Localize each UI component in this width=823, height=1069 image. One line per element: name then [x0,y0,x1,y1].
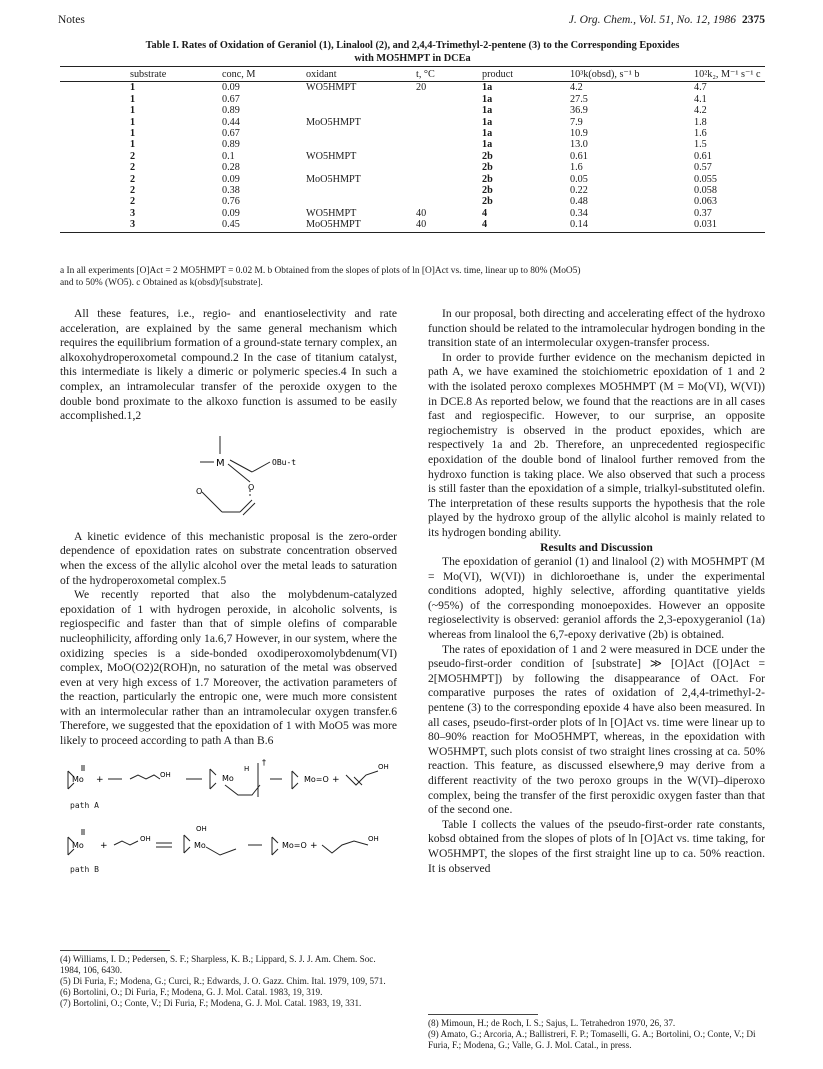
table-cell: 1.6 [694,128,707,140]
paragraph: All these features, i.e., regio- and enantioselectivity and rate acceleration, are explained by the same general mechanism which requires the equilibrium formation of a ground-state ternary complex, an alkoxohydroperoxometal compound.2 In the case of titanium catalyst, this intermediate is likely a dimeric or polymeric species.4 In such a complex, an intramolecular transfer of the peroxide oxygen to the double bond proximate to the alkoxo function is assumed to be easily accomplished.1,2 [60,307,397,423]
table-cell: 0.76 [222,196,240,208]
page-number: 2375 [742,14,765,26]
svg-text:Mo: Mo [222,773,234,783]
table-cell: MoO5HMPT [306,116,361,128]
reference: (7) Bortolini, O.; Conte, V.; Di Furia, F.; Modena, G. J. Mol. Catal. 1983, 19, 331. [60,998,362,1008]
svg-text:OH: OH [378,762,389,771]
table-header-row [60,67,765,82]
footnote-line: and to 50% (WO5). c Obtained as k(obsd)/[substrate]. [60,277,263,288]
left-references [60,950,397,1009]
reference: (4) Williams, I. D.; Pedersen, S. F.; Sharpless, K. B.; Lippard, S. J. J. Am. Chem. Soc. 1984, 106, 6430. [60,954,376,975]
table-cell: MoO5HMPT [306,219,416,232]
table-row [60,117,765,128]
table-cell: 2b [482,173,493,185]
paragraph: A kinetic evidence of this mechanistic proposal is the zero-order dependence of epoxidation rates on substrate concentration observed when the excess of the allylic alcohol over the metal leads to saturation of the hydroperoxometal complex.5 [60,529,397,587]
paragraph: In order to provide further evidence on the mechanism depicted in path A, we have examined the stoichiometric epoxidation of 1 and 2 with the isolated peroxo complexes MO5HMPT (M = Mo(VI), W(VI)) in DCE.8 As reported below, we found that the reactions are in all cases fast and regiospecific. However, to our surprise, an opposite regiochemistry is observed in the product epoxides, which are respectively 1a and 2b. Therefore, an unprecedented regiospecific epoxidation of the double bond of linalool further removed from the hydroxo function is taking place. We also observed that such a process is still faster than the epoxidation of a simple, trialkyl-substituted olefin. The interpretation of these results supports the hypothesis that the role played by the hydroxo group of the allylic alcohol is mainly related to its hydrogen bonding ability. [428,350,765,539]
table-cell: 1a [482,116,493,128]
reference: (5) Di Furia, F.; Modena, G.; Curci, R.; Edwards, J. O. Gazz. Chim. Ital. 1979, 109, 571. [60,976,386,986]
table-cell: 40 [416,219,482,232]
left-column [60,307,397,881]
table-cell: WO5HMPT [306,150,357,162]
table-cell: 1a [482,82,493,94]
table-body [60,82,765,232]
journal-name: J. Org. Chem., Vol. 51, No. 12, 1986 [568,14,736,26]
svg-text:†: † [262,757,266,767]
path-b-drawing [60,819,397,877]
col-header: conc, M [222,67,306,82]
table-row [60,196,765,207]
reference: (9) Amato, G.; Arcoria, A.; Ballistreri, F. P.; Tomaselli, G. A.; Bortolini, O.; Conte, V.; Di Furia, F.; Modena, G.; Valle, G. J. Mol. Catal., in press. [428,1029,756,1050]
table-row [60,162,765,173]
table-cell: 4.7 [694,82,707,94]
paragraph: The epoxidation of geraniol (1) and linalool (2) with MO5HMPT (M = Mo(VI), W(VI)) in dichloroethane is, under the experimental conditions adopted, highly selective, affording quantitative yields (~95%) of the corresponding monoepoxides. However an opposite regioselectivity is observed: geraniol affords the 2,3-epoxygeraniol (1a) whereas from linalool the 6,7-epoxy derivative (2b) is obtained. [428,555,765,642]
table-cell: 1a [482,139,493,151]
table-cell: 0.058 [694,185,717,197]
scheme-path-a [60,755,397,813]
footnote-rule [60,950,170,951]
table-cell: 27.5 [570,93,588,105]
right-references [428,1014,765,1051]
table-cell: 1 [130,105,136,117]
table-cell: 1 [130,116,136,128]
col-header: oxidant [306,67,416,82]
table-cell: 40 [416,207,427,219]
col-header: product [482,67,570,82]
svg-text:Mo: Mo [72,840,84,850]
mechanism-structure [60,432,397,522]
table-cell: 0.89 [222,105,240,117]
table-cell: 0.67 [222,93,240,105]
table-cell: 0.89 [222,139,240,151]
table-cell: 0.67 [222,128,240,140]
table-cell: 0.48 [570,196,588,208]
table-cell [306,105,416,116]
table-cell: 1a [482,105,493,117]
table-row [60,82,765,94]
table-cell: MoO5HMPT [306,173,361,185]
col-header: substrate [60,67,222,82]
svg-text:Mo=O: Mo=O [282,840,307,850]
table-cell: 1 [130,139,136,151]
svg-text:+: + [100,840,108,851]
table-cell: 0.61 [694,150,712,162]
svg-text:OH: OH [368,834,379,843]
table-cell: 2 [130,196,136,208]
col-header: 10²k₂, M⁻¹ s⁻¹ c [694,67,765,82]
table-cell: 4 [482,207,488,219]
table-cell [306,196,416,207]
table-cell [306,128,416,139]
table-cell: 1a [482,93,493,105]
table-cell: 0.09 [222,207,240,219]
footnote-line: a In all experiments [O]Act = 2 MO5HMPT = 0.02 M. b Obtained from the slopes of plots of ln [O]Act vs. time, linear up to 80% (MoO5) [60,266,581,276]
svg-text:O: O [248,482,255,492]
table-cell: 13.0 [570,139,588,151]
svg-text:OH: OH [140,834,151,843]
table-cell: 3 [130,207,136,219]
path-a-drawing [60,755,397,813]
table-cell: 4.2 [694,105,707,117]
table-row [60,185,765,196]
table-cell: WO5HMPT [306,82,357,94]
table-footnotes [60,266,765,289]
paragraph: Table I collects the values of the pseudo-first-order rate constants, kobsd obtained from the slopes of plots of ln [O]Act vs. time taking, for WO5HMPT, the slopes of the first straight line up to ca. 50% reaction. It is observed [428,817,765,875]
paragraph: The rates of epoxidation of 1 and 2 were measured in DCE under the pseudo-first-order condition of [substrate] ≫ [O]Act ([O]Act = 2[MO5HMPT]) by following the disappearance of OAct. For comparative purposes the rates of oxidation of 2,4,4-trimethyl-2-pentene (3) to the corresponding epoxide 4 have also been measured. In all cases, pseudo-first-order plots of ln [O]Act vs. time were linear up to 80–90% reaction for MoO5HMPT, whereas, in the epoxidation with WO5HMPT, such plots consist of two straight lines crossing at ca. 50% reaction. This feature, as discussed elsewhere,9 may derive from a different reactivity of the two peroxo groups in the W(VI)–diperoxo complex, being the transfer of the first peroxidic oxygen faster than that of the second one. [428,642,765,817]
table-cell [416,117,482,128]
table-cell [306,185,416,196]
footnote-rule [428,1014,538,1015]
table-cell: 20 [416,82,427,94]
table-cell: 2b [482,150,493,162]
svg-text:Mo: Mo [194,840,206,850]
table-row [60,128,765,139]
table-cell: 0.34 [570,207,588,219]
table-cell: 1.8 [694,116,707,128]
table-cell [416,185,482,196]
table-cell: 1 [130,82,136,94]
table-cell: 2 [130,162,136,174]
table-cell: 0.063 [694,196,717,208]
table-cell [416,151,482,162]
table-row [60,139,765,150]
scheme-path-b [60,819,397,877]
table-cell [306,162,416,173]
table-row [60,208,765,219]
table-cell: 2 [130,173,136,185]
table-row [60,94,765,105]
table-cell [416,196,482,207]
table-cell: 0.05 [570,173,588,185]
svg-text:OH: OH [160,770,171,779]
table-cell: 0.57 [694,162,712,174]
obut-label: OBu-t [272,457,297,467]
table-cell: 2 [130,185,136,197]
table-row [60,219,765,232]
paragraph: We recently reported that also the molybdenum-catalyzed epoxidation of 1 with hydrogen peroxide, in alcoholic solvents, is regiospecific and faster than that of simple olefins of comparable nucleophilicity, affording only 1a.6,7 However, in our system, where the oxidizing species is a side-bonded oxodiperoxomolybdenum(VI) complex, MoO(O2)2(ROH)n, no saturation of the metal was observed even at very high excess of 1.7 Moreover, the activation parameters of the reaction, particularly the entropic one, were much more consistent with an intermolecular rather than an intramolecular oxygen transfer.6 Therefore, we suggested that the epoxidation of 1 with MoO5 was more likely to proceed according to path A than B.6 [60,588,397,748]
caption-line-2: with MO5HMPT in DCEa [354,52,471,64]
table-cell [416,94,482,105]
table-cell: 1.5 [694,139,707,151]
svg-text:+: + [332,774,340,785]
table-cell [416,128,482,139]
svg-text:Mo: Mo [72,774,84,784]
reference: (6) Bortolini, O.; Di Furia, F.; Modena, G. J. Mol. Catal. 1983, 19, 319. [60,987,323,997]
table-cell: 0.38 [222,185,240,197]
table-cell: 4.1 [694,93,707,105]
table-row [60,174,765,185]
path-b-label: path B [70,864,99,874]
svg-text:OH: OH [196,824,207,833]
table-row [60,151,765,162]
svg-text:+: + [96,774,104,785]
right-column [428,307,765,876]
table-cell: 0.055 [694,173,717,185]
table-cell: 1a [482,128,493,140]
journal-citation [569,14,765,26]
svg-text:+: + [310,840,318,851]
paragraph: In our proposal, both directing and accelerating effect of the hydroxo function should be related to the intramolecular hydrogen bonding in the transition state of an intermolecular oxygen-transfer process. [428,307,765,350]
table-cell: 7.9 [570,116,583,128]
table-cell: 2b [482,162,493,174]
table-cell: 2b [482,196,493,208]
metal-label: M [216,457,225,469]
table-cell [416,105,482,116]
table-cell: 0.09 [222,82,240,94]
table-cell: 4 [482,219,570,232]
table-cell: 0.031 [694,219,765,232]
table-cell [416,162,482,173]
table-cell: 0.37 [694,207,712,219]
table-cell: 2b [482,185,493,197]
structure-drawing [170,432,370,522]
table-cell: 1 [130,93,136,105]
caption-line-1: Table I. Rates of Oxidation of Geraniol (1), Linalool (2), and 2,4,4-Trimethyl-2-pentene (3) to the Corresponding Epoxides [145,40,680,51]
table-cell: 0.14 [570,219,694,232]
table-cell: 4.2 [570,82,583,94]
table-cell: 0.61 [570,150,588,162]
table-caption [60,40,765,65]
table-cell: 1 [130,128,136,140]
table-cell [416,139,482,150]
table-cell: 0.22 [570,185,588,197]
rates-table [60,66,765,233]
table-cell: 0.28 [222,162,240,174]
svg-text:O: O [196,486,203,496]
table-cell: 0.44 [222,116,240,128]
section-label: Notes [58,14,85,26]
section-heading: Results and Discussion [540,540,653,554]
table-cell: 10.9 [570,128,588,140]
reference: (8) Mimoun, H.; de Roch, I. S.; Sajus, L. Tetrahedron 1970, 26, 37. [428,1018,676,1028]
table-cell: 36.9 [570,105,588,117]
table-cell: WO5HMPT [306,207,357,219]
table-cell: 3 [60,219,222,232]
table-cell [306,139,416,150]
table-cell: 2 [130,150,136,162]
table-cell [306,94,416,105]
table-cell: 0.09 [222,173,240,185]
table-cell: 0.45 [222,219,306,232]
table-cell: 1.6 [570,162,583,174]
svg-text:H: H [244,764,250,773]
path-a-label: path A [70,800,99,810]
col-header: t, °C [416,67,482,82]
running-header [58,14,765,30]
svg-text:Mo=O: Mo=O [304,774,329,784]
table-cell: 0.1 [222,150,235,162]
table-cell [416,174,482,185]
col-header: 10³k(obsd), s⁻¹ b [570,67,694,82]
table-row [60,105,765,116]
